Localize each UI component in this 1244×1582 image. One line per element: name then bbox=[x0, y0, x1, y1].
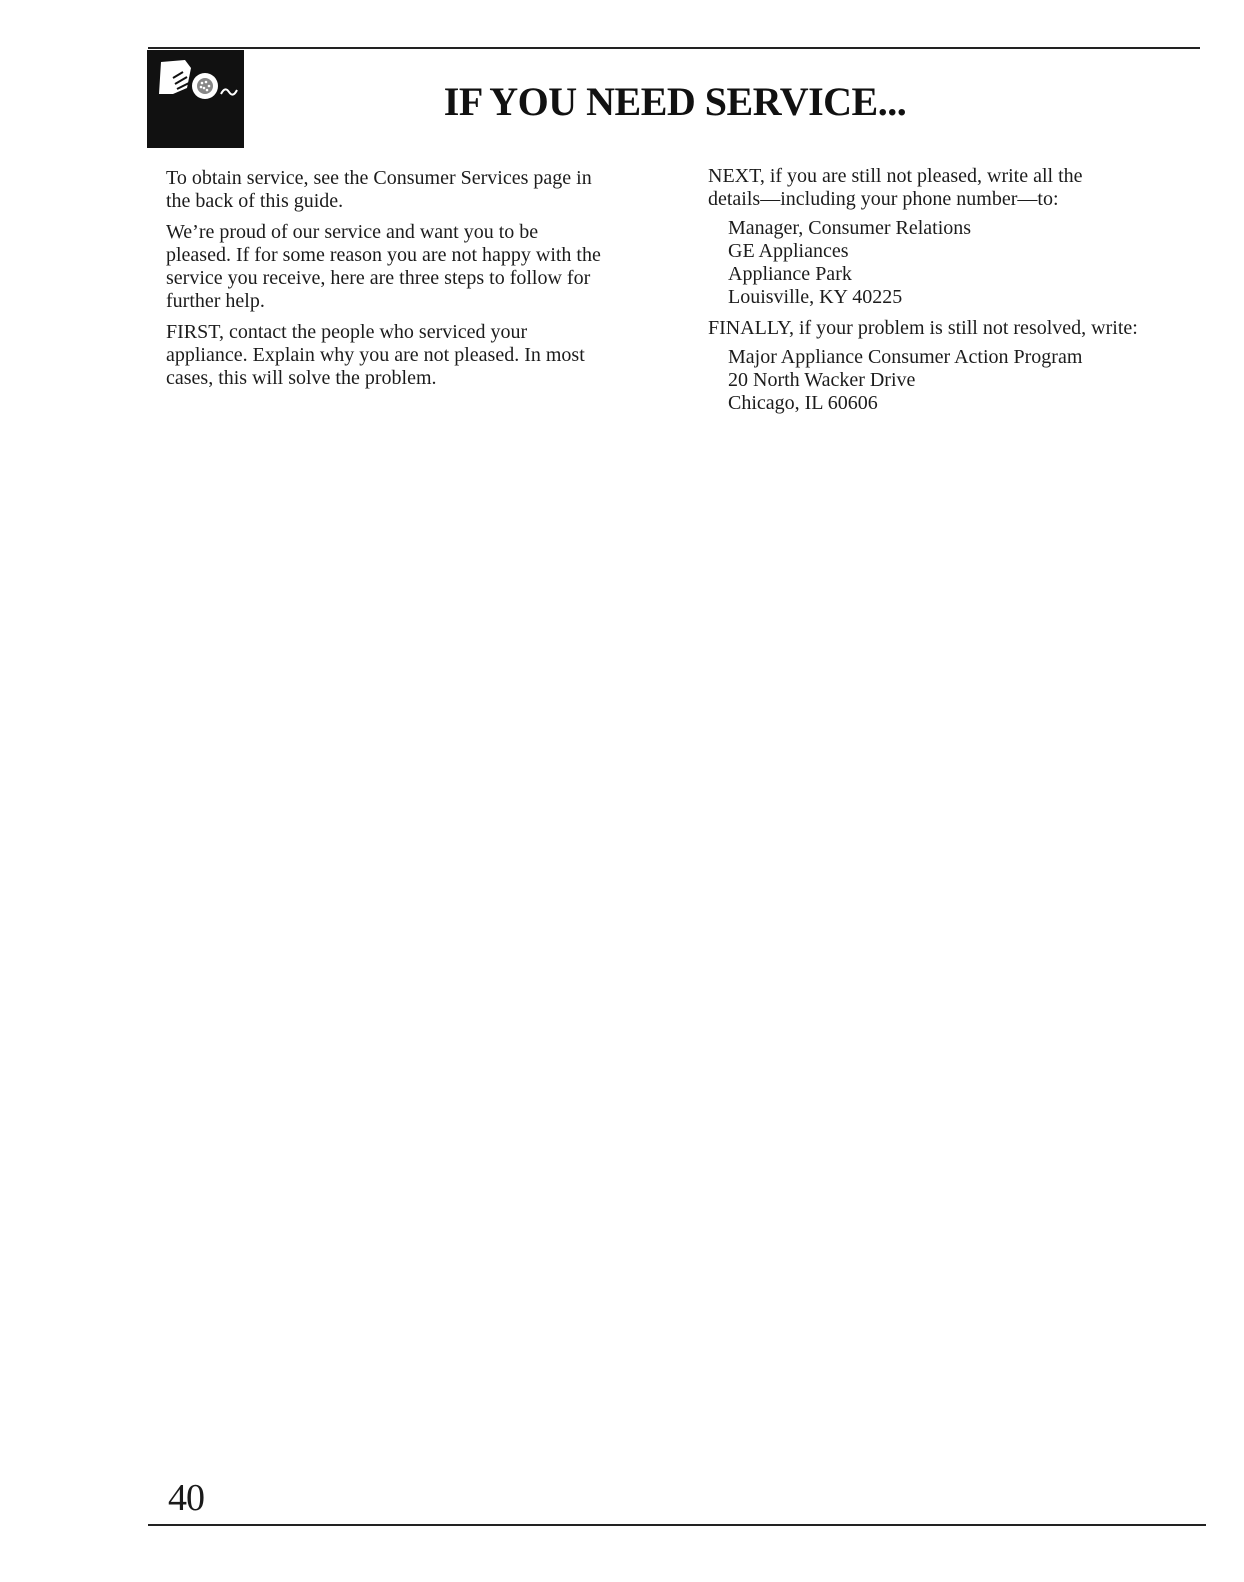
address-line: Louisville, KY 40225 bbox=[728, 286, 903, 308]
text-line: appliance. Explain why you are not pleased. In most bbox=[166, 344, 585, 366]
address-line: Appliance Park bbox=[728, 263, 852, 285]
first-step-paragraph bbox=[166, 321, 666, 390]
bottom-rule bbox=[148, 1524, 1206, 1526]
text-line: We’re proud of our service and want you to be bbox=[166, 221, 539, 243]
address-line: GE Appliances bbox=[728, 240, 849, 262]
right-column bbox=[708, 165, 1208, 423]
next-step-paragraph bbox=[708, 165, 1208, 211]
action-program-address bbox=[728, 346, 1208, 415]
text-line: details—including your phone number—to: bbox=[708, 188, 1059, 210]
text-line: To obtain service, see the Consumer Services page in bbox=[166, 167, 592, 189]
text-line: cases, this will solve the problem. bbox=[166, 367, 437, 389]
text-line: service you receive, here are three steps to follow for bbox=[166, 267, 591, 289]
text-line: further help. bbox=[166, 290, 265, 312]
telephone-service-icon bbox=[147, 50, 244, 148]
text-line: the back of this guide. bbox=[166, 190, 344, 212]
page-number: 40 bbox=[168, 1477, 204, 1519]
text-line: FIRST, contact the people who serviced your bbox=[166, 321, 528, 343]
intro-paragraph bbox=[166, 167, 666, 213]
consumer-relations-address bbox=[728, 217, 1208, 309]
text-line: NEXT, if you are still not pleased, write all the bbox=[708, 165, 1083, 187]
pride-paragraph bbox=[166, 221, 666, 313]
address-line: Manager, Consumer Relations bbox=[728, 217, 972, 239]
address-line: 20 North Wacker Drive bbox=[728, 369, 916, 391]
text-line: FINALLY, if your problem is still not resolved, write: bbox=[708, 317, 1138, 339]
left-column bbox=[166, 167, 666, 398]
finally-step-paragraph bbox=[708, 317, 1208, 340]
page-title: IF YOU NEED SERVICE... bbox=[443, 79, 907, 124]
text-line: pleased. If for some reason you are not happy with the bbox=[166, 244, 601, 266]
address-line: Chicago, IL 60606 bbox=[728, 392, 878, 414]
top-rule bbox=[148, 47, 1200, 49]
address-line: Major Appliance Consumer Action Program bbox=[728, 346, 1083, 368]
